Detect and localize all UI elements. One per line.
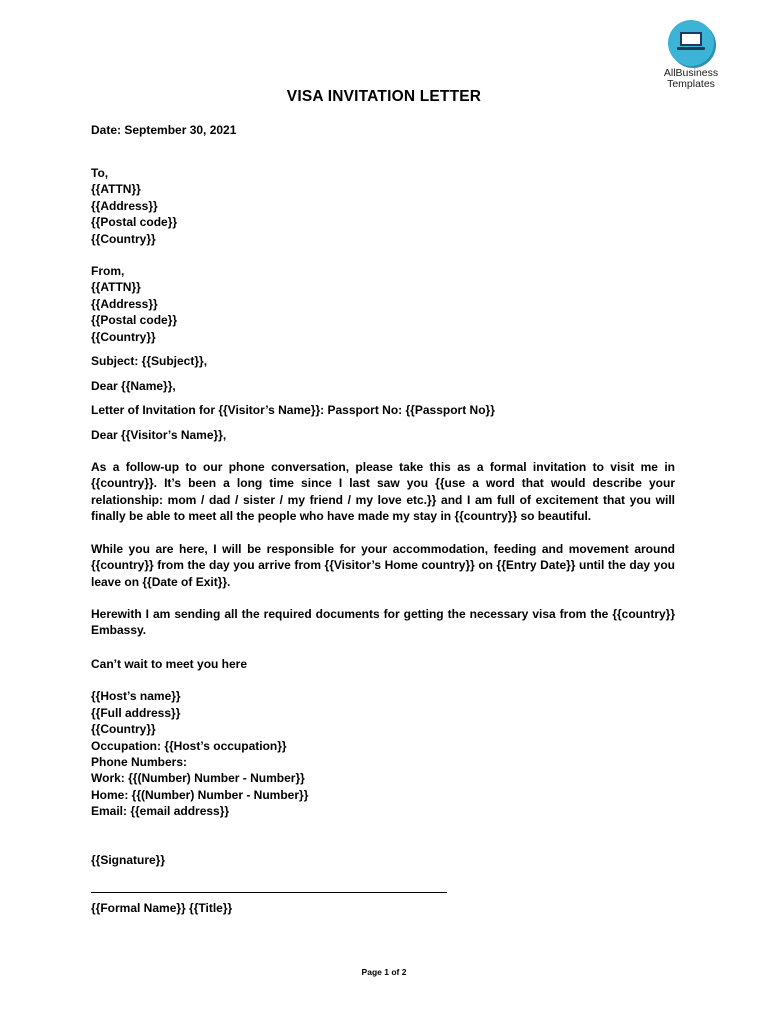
document-title: VISA INVITATION LETTER [286, 88, 482, 105]
from-line-4: {{Postal code}} [91, 313, 178, 327]
closing-line: Can’t wait to meet you here [91, 657, 248, 671]
logo-line-1: AllBusiness [663, 67, 719, 79]
to-line-4: {{Postal code}} [91, 215, 178, 229]
letter-date: Date: September 30, 2021 [91, 123, 237, 137]
from-line-2: {{ATTN}} [91, 280, 141, 294]
to-line-2: {{ATTN}} [91, 182, 141, 196]
dear-visitor-line: Dear {{Visitor’s Name}}, [91, 428, 227, 442]
logo-line-2: Templates [667, 78, 715, 90]
formal-name-line: {{Formal Name}} {{Title}} [91, 901, 233, 915]
to-line-5: {{Country}} [91, 232, 156, 246]
from-line-5: {{Country}} [91, 330, 156, 344]
host-line-2: {{Full address}} [91, 706, 181, 720]
allbusiness-templates-logo [656, 20, 726, 90]
host-line-1: {{Host’s name}} [91, 689, 181, 703]
from-line-1: From, [91, 264, 125, 278]
subject-line: Subject: {{Subject}}, [91, 354, 208, 368]
host-line-4: Occupation: {{Host’s occupation}} [91, 739, 287, 753]
laptop-icon [668, 20, 714, 66]
dear-name-line: Dear {{Name}}, [91, 379, 176, 393]
body-paragraph-2: While you are here, I will be responsible for your accommodation, feeding and movement around {{country}} from the day you arrive from {{Visitor’s Home country}} on {{Entry Date}} until the day you leave on {{Date of Exit}}. [91, 542, 675, 589]
logo-text [656, 68, 726, 90]
host-line-7: Home: {{(Number) Number - Number}} [91, 788, 309, 802]
host-line-3: {{Country}} [91, 722, 156, 736]
host-line-8: Email: {{email address}} [91, 804, 230, 818]
to-line-3: {{Address}} [91, 199, 158, 213]
host-line-5: Phone Numbers: [91, 755, 188, 769]
from-line-3: {{Address}} [91, 297, 158, 311]
body-paragraph-1: As a follow-up to our phone conversation, please take this as a formal invitation to visit me in {{country}}. It’s been a long time since I last saw you {{use a word that would describe your relationship: mom / dad / sister / my friend / my love etc.}} and I am full of excitement that you will finally be able to meet all the people who have made my stay in {{country}} so beautiful. [91, 460, 675, 523]
invitation-line: Letter of Invitation for {{Visitor’s Name}}: Passport No: {{Passport No}} [91, 403, 495, 417]
signature-placeholder: {{Signature}} [91, 853, 166, 867]
body-paragraph-3: Herewith I am sending all the required documents for getting the necessary visa from the {{country}} Embassy. [91, 607, 675, 638]
signature-rule [91, 892, 447, 893]
to-line-1: To, [91, 166, 109, 180]
page-number: Page 1 of 2 [361, 967, 407, 977]
host-line-6: Work: {{(Number) Number - Number}} [91, 771, 305, 785]
